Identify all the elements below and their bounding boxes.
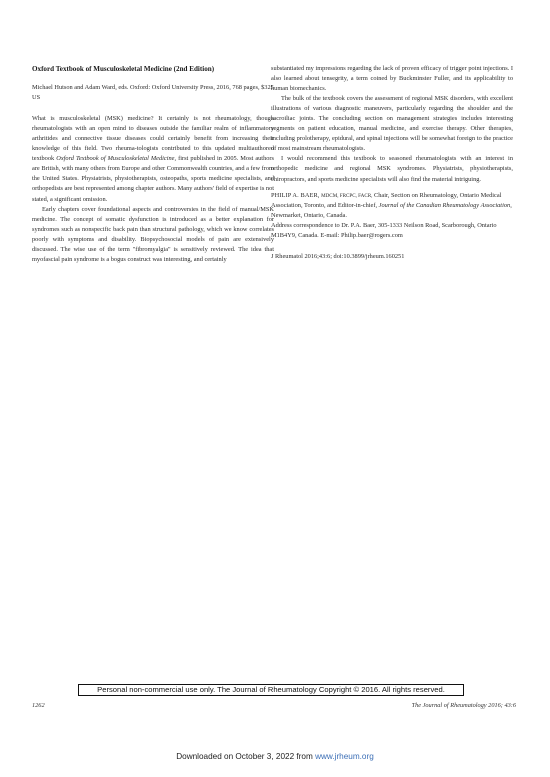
right-column: [271, 64, 513, 262]
page-number: 1262: [32, 702, 45, 709]
reviewer-role: Chair, Section on Rheumatology, Ontario Medical Association, Toronto, and Editor-in-chief,: [271, 191, 502, 209]
paragraph-text: What is musculoskeletal (MSK) medicine? It certainly is not rheumatology, though rheumatologists with an open mind to diseases outside the familiar realm of inflammatory arthritides and connective tissue diseases could certainly benefit from increasing their knowledge of this field. Two rheuma-tologists contributed to this updated multiauthored textbook: [32, 115, 274, 163]
reviewer-credentials: MDCM, FRCPC, FACR,: [321, 192, 373, 199]
body-paragraph: substantiated my impressions regarding the lack of proven efficacy of trigger point injections. I also learned about tensegrity, a term coined by Buckminster Fuller, and its applicability to human biomechanics.: [271, 65, 513, 93]
reviewer-signature: [271, 191, 513, 221]
body-paragraph: The bulk of the textbook covers the assessment of regional MSK disorders, with excellent illustrations of various diagnostic maneuvers, particularly regarding the shoulder and the sacroiliac joints. The concluding section on management strategies includes interesting segments on patient education, manual medicine, and exercise therapy. Other therapies, including prolotherapy, epidural, and spinal injections will be somewhat foreign to the practice of most mainstream rheumatologists.: [271, 95, 513, 153]
correspondence-address: Address correspondence to Dr. P.A. Baer, 305-1333 Neilson Road, Scarborough, Ontario M1B4Y9, Canada. E-mail: Philip.baer@rogers.com: [271, 221, 497, 239]
journal-name-italic: Journal of the Canadian Rheumatology Association: [378, 201, 511, 209]
copyright-notice: Personal non-commercial use only. The Journal of Rheumatology Copyright © 2016. All rights reserved.: [97, 685, 445, 694]
article-byline: Michael Hutson and Adam Ward, eds. Oxford: Oxford University Press, 2016, 768 pages, $325 US: [32, 84, 274, 102]
journal-issue: The Journal of Rheumatology 2016; 43:6: [411, 702, 516, 709]
article-title: Oxford Textbook of Musculoskeletal Medicine (2nd Edition): [32, 65, 215, 73]
download-text: Downloaded on October 3, 2022 from: [176, 752, 316, 761]
reviewer-name: PHILIP A. BAER,: [271, 191, 320, 199]
body-paragraph: Early chapters cover foundational aspects and controversies in the field of manual/MSK medicine. The concept of somatic dysfunction is introduced as a better explanation for syndromes such as nonspecific back pain than structural pathology, which we know correlates poorly with symptoms and disability. Biopsychosocial models of pain are extensively discussed. The wise use of the term "fibromyalgia" is sensitively reviewed. The idea that myofascial pain syndrome is a bogus construct was interesting, and certainly: [32, 205, 274, 263]
left-column: [32, 64, 274, 265]
book-title-italic: Oxford Textbook of Musculoskeletal Medicine: [56, 155, 175, 163]
body-paragraph: I would recommend this textbook to seasoned rheumatologists with an interest in orthopedic medicine and regional MSK syndromes. Physiatrists, physiotherapists, chiropractors, and sports medicine specialists will also find the material intriguing.: [271, 155, 513, 183]
journal-link[interactable]: www.jrheum.org: [315, 752, 374, 761]
body-paragraph: [32, 114, 274, 204]
reviewer-location: , Newmarket, Ontario, Canada.: [271, 201, 512, 219]
article-citation: J Rheumatol 2016;43:6; doi:10.3899/jrheum.160251: [271, 252, 405, 260]
download-line: [0, 752, 550, 761]
paragraph-text: , first published in 2005. Most authors are British, with many others from Europe and other Commonwealth countries, and a few from the United States. Physiatrists, physiotherapists, osteopaths, sports medicine specialists, and orthopedists are best represented among chapter authors. Many authors' field of expertise is not stated, a significant omission.: [32, 155, 274, 203]
